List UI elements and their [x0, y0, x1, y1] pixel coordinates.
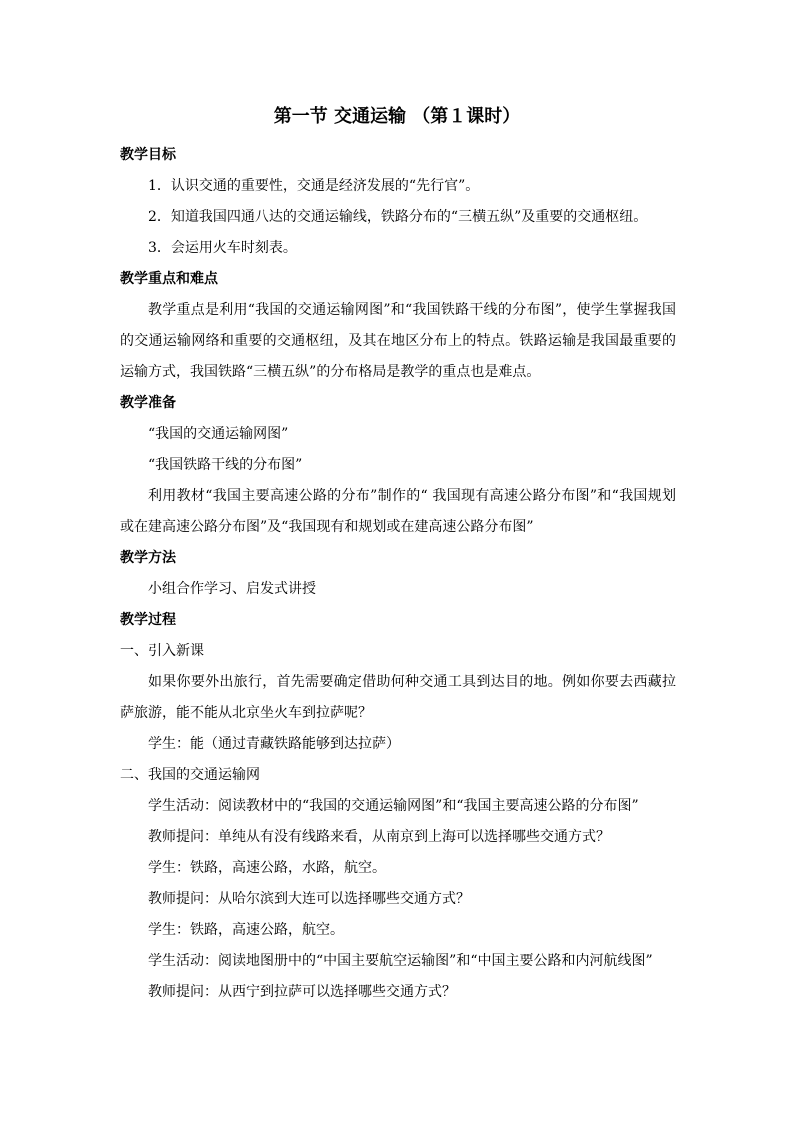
intro-answer: 学生：能（通过青藏铁路能够到达拉萨） [148, 736, 400, 752]
section-heading-methods: 教学方法 [120, 550, 176, 566]
preparation-item: “我国的交通运输网图” [148, 426, 289, 442]
dialogue-line: 学生：铁路，高速公路，航空。 [148, 922, 344, 938]
section-heading-key-points: 教学重点和难点 [120, 271, 218, 287]
section-heading-goals: 教学目标 [120, 147, 176, 163]
section-heading-process: 教学过程 [120, 612, 176, 628]
preparation-item: “我国铁路干线的分布图” [148, 457, 303, 473]
page-title: 第一节 交通运输 （第１课时） [273, 106, 521, 127]
dialogue-line: 学生活动：阅读地图册中的“中国主要航空运输图”和“中国主要公路和内河航线图” [148, 953, 653, 969]
dialogue-line: 学生活动：阅读教材中的“我国的交通运输网图”和“我国主要高速公路的分布图” [148, 798, 639, 814]
section-heading-preparation: 教学准备 [120, 395, 176, 411]
key-points-paragraph: 教学重点是利用“我国的交通运输网图”和“我国铁路干线的分布图”，使学生掌握我国的交通运输网络和重要的交通枢纽，及其在地区分布上的特点。铁路运输是我国最重要的运输方式，我国铁路“三横五纵”的分布格局是教学的重点也是难点。 [120, 302, 676, 380]
dialogue-line: 学生：铁路，高速公路，水路，航空。 [148, 860, 386, 876]
document-body [120, 140, 676, 1008]
goal-item: 2．知道我国四通八达的交通运输线，铁路分布的“三横五纵”及重要的交通枢纽。 [148, 209, 648, 225]
dialogue-line: 教师提问：从西宁到拉萨可以选择哪些交通方式？ [148, 984, 456, 1000]
goal-item: 3．会运用火车时刻表。 [148, 240, 297, 256]
subsection-heading-intro: 一、引入新课 [120, 643, 204, 659]
dialogue-line: 教师提问：单纯从有没有线路来看，从南京到上海可以选择哪些交通方式？ [148, 829, 610, 845]
methods-text: 小组合作学习、启发式讲授 [148, 581, 316, 597]
preparation-paragraph: 利用教材“我国主要高速公路的分布”制作的“ 我国现有高速公路分布图”和“我国规划或在建高速公路分布图”及“我国现有和规划或在建高速公路分布图” [120, 488, 676, 535]
dialogue-line: 教师提问：从哈尔滨到大连可以选择哪些交通方式？ [148, 891, 470, 907]
goal-item: 1．认识交通的重要性，交通是经济发展的“先行官”。 [148, 178, 480, 194]
subsection-heading-transport-network: 二、我国的交通运输网 [120, 767, 260, 783]
intro-paragraph: 如果你要外出旅行，首先需要确定借助何种交通工具到达目的地。例如你要去西藏拉萨旅游，能不能从北京坐火车到拉萨呢？ [120, 674, 676, 721]
